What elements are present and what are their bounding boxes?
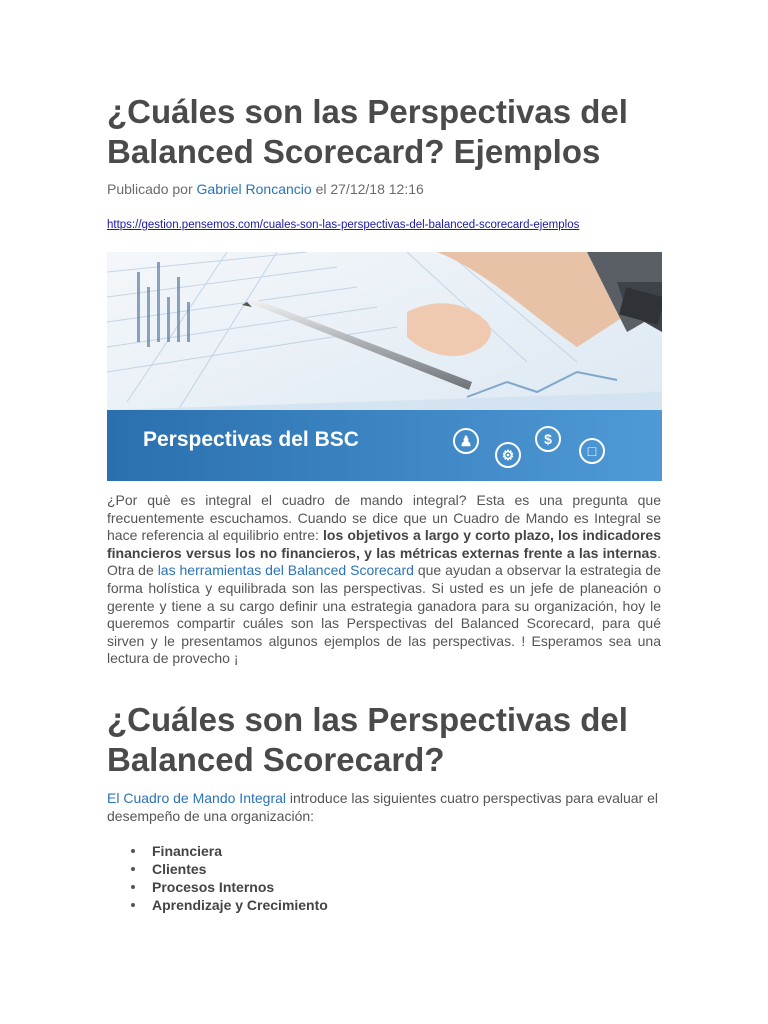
- bullet-icon: [131, 885, 135, 889]
- meta-date: el 27/12/18 12:16: [311, 181, 424, 197]
- intro-text-1: ¿Por què es integral el cuadro de mando integral? Esta es una pregunta que frecuentemente escuchamos. Cuando se dice que un Cuadro de Mando es Integral se hace referencia al equilibrio entre:: [107, 492, 661, 544]
- bullet-icon: [131, 903, 135, 907]
- section-paragraph: [107, 790, 661, 825]
- gear-icon: ⚙: [495, 442, 521, 468]
- source-url-link[interactable]: https://gestion.pensemos.com/cuales-son-las-perspectivas-del-balanced-scorecard-ejemplos: [107, 219, 580, 231]
- document-icon: □: [579, 438, 605, 464]
- people-chat-icon: ♟: [453, 428, 479, 454]
- author-link[interactable]: Gabriel Roncancio: [196, 181, 312, 197]
- bullet-icon: [131, 849, 135, 853]
- intro-text-2: . Otra de: [107, 544, 661, 579]
- list-item: Procesos Internos: [107, 878, 328, 896]
- hero-caption: Perspectivas del BSC: [143, 428, 359, 451]
- intro-bold-text: los objetivos a largo y corto plazo, los indicadores financieros versus los no financieros, y las métricas externas frente a las internas: [107, 527, 661, 561]
- dollar-icon: $: [535, 426, 561, 452]
- intro-text-3: que ayudan a observar la estrategia de forma holística y equilibrada son las perspectivas. Si usted es un jefe de planeación o gerente y tiene a su cargo definir una estrategia ganadora para su organización, hoy le queremos compartir cuáles son las Perspectivas del Balanced Scorecard, para qué sirven y le presentamos algunos ejemplos de las perspectivas. ! Esperamos sea una lectura de provecho ¡: [107, 562, 661, 667]
- list-item: Aprendizaje y Crecimiento: [107, 896, 328, 914]
- page-title: ¿Cuáles son las Perspectivas del Balanced Scorecard? Ejemplos: [107, 93, 628, 170]
- list-item: Financiera: [107, 842, 328, 860]
- section-text: introduce las siguientes cuatro perspectivas para evaluar el desempeño de una organización:: [107, 790, 658, 824]
- intro-paragraph: [107, 492, 661, 668]
- bullet-icon: [131, 867, 135, 871]
- section-heading: ¿Cuáles son las Perspectivas del Balanced Scorecard?: [107, 701, 628, 778]
- perspectives-list: [107, 842, 328, 914]
- bsc-tools-link[interactable]: las herramientas del Balanced Scorecard: [157, 562, 414, 579]
- hero-image: [107, 252, 662, 481]
- post-meta: [107, 181, 424, 197]
- list-item: Clientes: [107, 860, 328, 878]
- meta-prefix: Publicado por: [107, 181, 197, 197]
- cmi-link[interactable]: El Cuadro de Mando Integral: [107, 790, 286, 806]
